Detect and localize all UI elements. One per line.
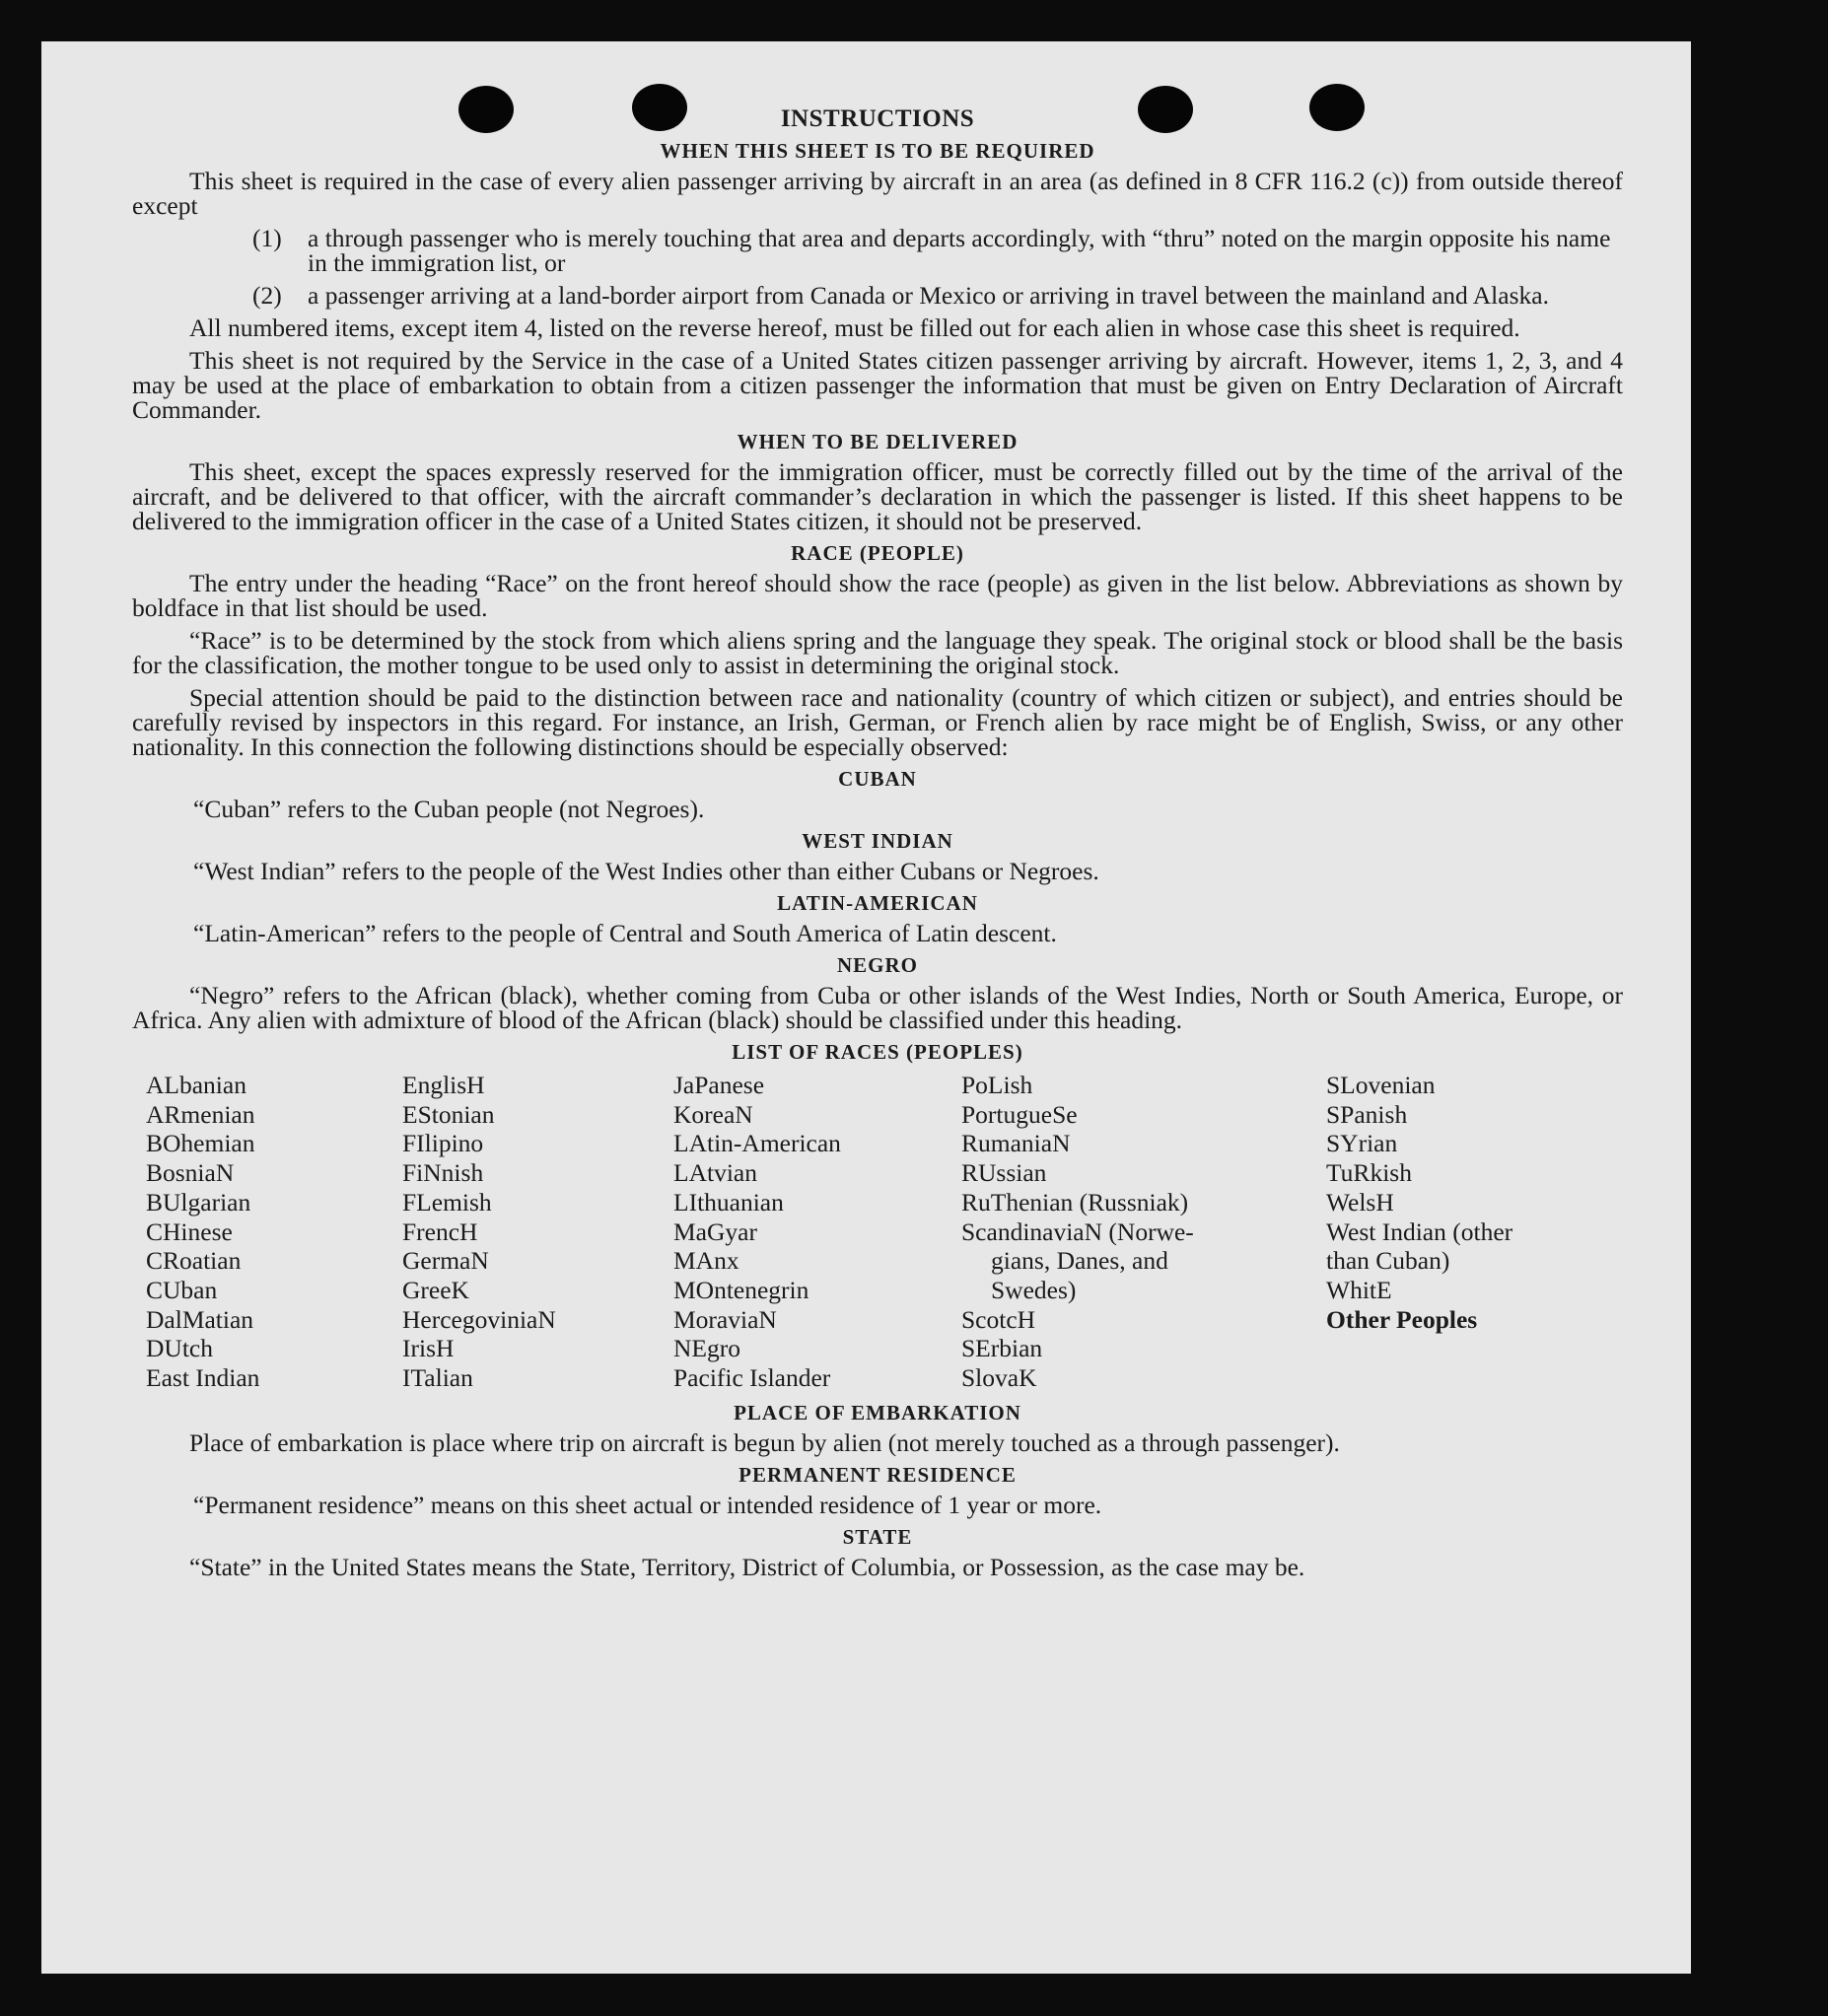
paragraph: This sheet is required in the case of every alien passenger arriving by aircraft in an area (as defined in 8 CFR 116.2 (c)) from outside thereof except: [132, 167, 1623, 220]
race-entry: BOhemian: [146, 1129, 255, 1158]
race-entry: GermaN: [402, 1246, 489, 1276]
races-column: [1326, 1071, 1623, 1393]
race-entry: gians, Danes, and: [991, 1246, 1168, 1276]
races-column: [402, 1071, 673, 1393]
race-entry: WelsH: [1326, 1187, 1394, 1217]
document-page: [41, 41, 1691, 1974]
race-entry: FrencH: [402, 1217, 478, 1246]
section-heading-embarkation: PLACE OF EMBARKATION: [734, 1400, 1021, 1425]
race-entry: KoreaN: [673, 1099, 753, 1129]
race-entry: LIthuanian: [673, 1187, 784, 1217]
race-entry: WhitE: [1326, 1275, 1392, 1304]
race-entry: CHinese: [146, 1217, 233, 1246]
race-entry: NEgro: [673, 1334, 740, 1363]
race-entry: EnglisH: [402, 1071, 485, 1099]
race-entry: SlovaK: [961, 1363, 1037, 1393]
races-column: [673, 1071, 961, 1393]
race-entry: East Indian: [146, 1363, 260, 1393]
section-heading-required: WHEN THIS SHEET IS TO BE REQUIRED: [660, 139, 1095, 163]
race-entry: EStonian: [402, 1099, 495, 1129]
race-entry: SYrian: [1326, 1129, 1398, 1158]
race-entry: ScandinaviaN (Norwe-: [961, 1217, 1194, 1246]
races-column: [132, 1071, 402, 1393]
race-entry: LAtin-American: [673, 1129, 841, 1158]
race-entry: LAtvian: [673, 1158, 757, 1188]
race-entry: ITalian: [402, 1363, 473, 1393]
definition-text: “Negro” refers to the African (black), whether coming from Cuba or other islands of the West Indies, North or South America, Europe, or Africa. Any alien with admixture of blood of the African (black) should be classified under this heading.: [132, 981, 1623, 1034]
race-entry: DUtch: [146, 1334, 213, 1363]
section-heading-list-of-races: LIST OF RACES (PEOPLES): [732, 1040, 1023, 1064]
section-heading-negro: NEGRO: [836, 953, 918, 977]
race-entry: GreeK: [402, 1275, 469, 1304]
definition-text: “Latin-American” refers to the people of Central and South America of Latin descent.: [193, 919, 1057, 947]
race-entry: SLovenian: [1326, 1071, 1436, 1099]
definition-text: Place of embarkation is place where trip on aircraft is begun by alien (not merely touched as a through passenger).: [189, 1427, 1340, 1457]
race-entry: ARmenian: [146, 1099, 255, 1129]
race-entry: RuThenian (Russniak): [961, 1187, 1189, 1217]
race-entry: than Cuban): [1326, 1246, 1450, 1276]
race-entry: ScotcH: [961, 1304, 1036, 1334]
race-entry: DalMatian: [146, 1304, 254, 1334]
race-entry: HercegoviniaN: [402, 1304, 556, 1334]
races-list: [132, 1071, 1623, 1393]
page-title: INSTRUCTIONS: [780, 105, 975, 132]
section-heading-race: RACE (PEOPLE): [791, 541, 964, 565]
race-entry: MAnx: [673, 1246, 739, 1276]
races-column: [961, 1071, 1326, 1393]
race-entry: RumaniaN: [961, 1129, 1071, 1158]
race-entry: TuRkish: [1326, 1158, 1412, 1188]
section-heading-west-indian: WEST INDIAN: [802, 829, 953, 853]
item-text: a through passenger who is merely touching that area and departs accordingly, with “thru” noted on the margin opposite his name in the immigration list, or: [308, 224, 1611, 277]
instructions-text: [132, 106, 1623, 1587]
race-entry: RUssian: [961, 1158, 1047, 1188]
section-heading-latin-american: LATIN-AMERICAN: [777, 891, 978, 915]
race-entry: ALbanian: [146, 1071, 246, 1099]
race-entry: PortugueSe: [961, 1099, 1078, 1129]
race-entry: CRoatian: [146, 1246, 242, 1276]
item-number: (1): [252, 224, 282, 252]
race-entry: FIlipino: [402, 1129, 484, 1158]
definition-text: “West Indian” refers to the people of the West Indies other than either Cubans or Negroes.: [193, 857, 1099, 885]
race-entry: MoraviaN: [673, 1304, 777, 1334]
race-entry: MaGyar: [673, 1217, 757, 1246]
race-entry: IrisH: [402, 1334, 455, 1363]
race-entry: CUban: [146, 1275, 218, 1304]
race-entry: JaPanese: [673, 1071, 765, 1099]
race-entry: Other Peoples: [1326, 1304, 1478, 1334]
race-entry: MOntenegrin: [673, 1275, 809, 1304]
race-entry: BUlgarian: [146, 1187, 251, 1217]
paragraph: All numbered items, except item 4, listed on the reverse hereof, must be filled out for each alien in whose case this sheet is required.: [189, 313, 1520, 342]
definition-text: “State” in the United States means the State, Territory, District of Columbia, or Possession, as the case may be.: [189, 1552, 1305, 1581]
item-text: a passenger arriving at a land-border airport from Canada or Mexico or arriving in travel between the mainland and Alaska.: [308, 281, 1549, 310]
paragraph: The entry under the heading “Race” on the front hereof should show the race (people) as given in the list below. Abbreviations as shown by boldface in that list should be used.: [132, 569, 1623, 622]
paragraph: “Race” is to be determined by the stock from which aliens spring and the language they speak. The original stock or blood shall be the basis for the classification, the mother tongue to be used only to assist in determining the original stock.: [132, 626, 1623, 679]
section-heading-state: STATE: [842, 1524, 913, 1549]
race-entry: FLemish: [402, 1187, 492, 1217]
race-entry: SPanish: [1326, 1099, 1408, 1129]
paragraph: This sheet, except the spaces expressly reserved for the immigration officer, must be correctly filled out by the time of the arrival of the aircraft, and be delivered to that officer, with the aircraft commander’s declaration in which the passenger is listed. If this sheet happens to be delivered to the immigration officer in the case of a United States citizen, it should not be preserved.: [132, 457, 1623, 535]
definition-text: “Permanent residence” means on this sheet actual or intended residence of 1 year or more.: [193, 1490, 1102, 1519]
race-entry: PoLish: [961, 1071, 1033, 1099]
definition-text: “Cuban” refers to the Cuban people (not Negroes).: [193, 795, 705, 823]
section-heading-cuban: CUBAN: [838, 767, 917, 791]
section-heading-residence: PERMANENT RESIDENCE: [738, 1462, 1017, 1487]
exception-item: [132, 226, 1623, 275]
race-entry: West Indian (other: [1326, 1217, 1513, 1246]
paragraph: This sheet is not required by the Service in the case of a United States citizen passenger arriving by aircraft. However, items 1, 2, 3, and 4 may be used at the place of embarkation to obtain from a citizen passenger the information that must be given on Entry Declaration of Aircraft Commander.: [132, 346, 1623, 424]
race-entry: SErbian: [961, 1334, 1043, 1363]
race-entry: BosniaN: [146, 1158, 235, 1188]
race-entry: FiNnish: [402, 1158, 484, 1188]
item-number: (2): [252, 281, 282, 310]
race-entry: Swedes): [991, 1275, 1077, 1304]
section-heading-delivered: WHEN TO BE DELIVERED: [737, 430, 1019, 453]
paragraph: Special attention should be paid to the distinction between race and nationality (country of which citizen or subject), and entries should be carefully revised by inspectors in this regard. For instance, an Irish, German, or French alien by race might be of English, Swiss, or any other nationality. In this connection the following distinctions should be especially observed:: [132, 683, 1623, 761]
race-entry: Pacific Islander: [673, 1363, 831, 1393]
exception-item: [132, 283, 1623, 308]
